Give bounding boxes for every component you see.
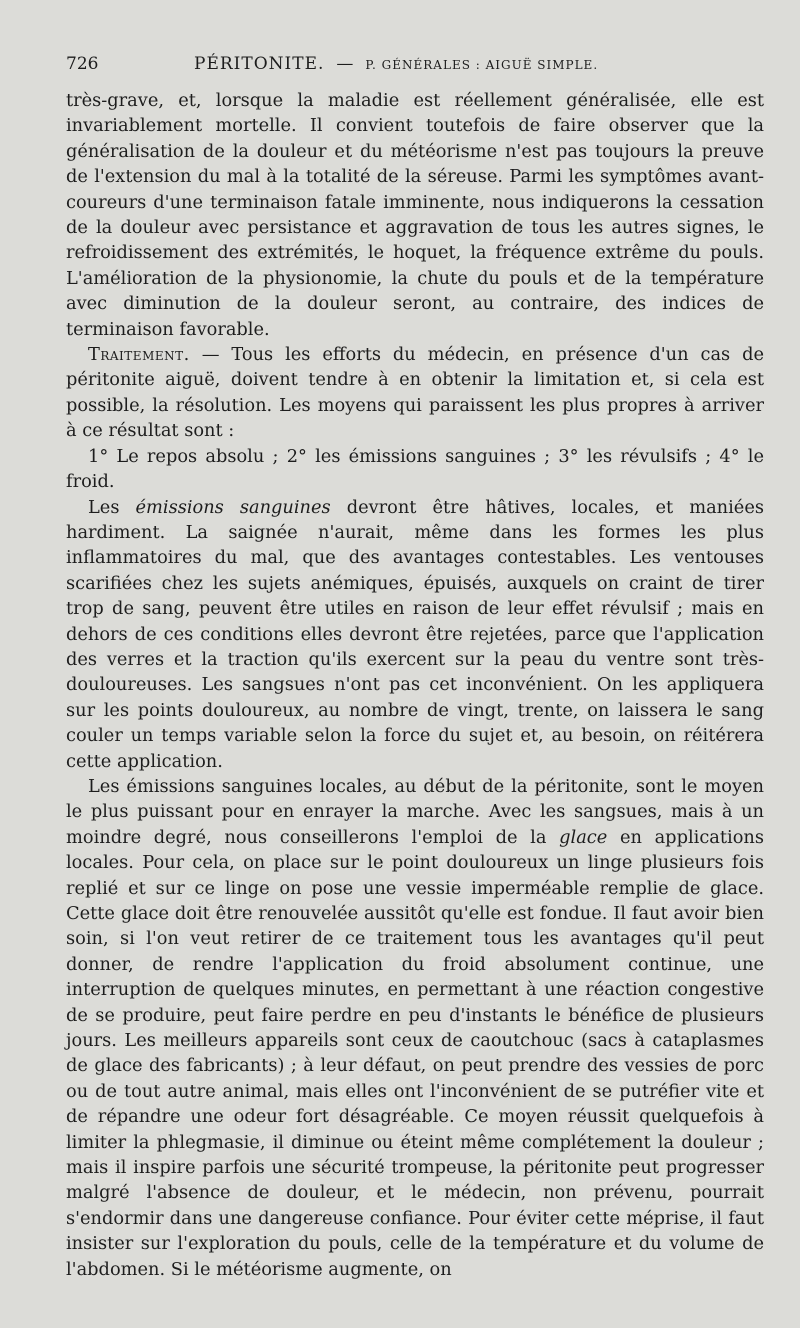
paragraph-1: très-grave, et, lorsque la maladie est réellement généralisée, elle est invariablement mortelle. Il convient toutefois de faire observer que la généralisation de la douleur et du météorisme n'est pas toujours la preuve de l'extension du mal à la totalité de la séreuse. Parmi les symptômes avant-coureurs d'une terminaison fatale imminente, nous indiquerons la cessation de la douleur avec persistance et aggravation de tous les autres signes, le refroidissement des extrémités, le hoquet, la fréquence extrême du pouls. L'amélioration de la physionomie, la chute du pouls et de la température avec diminution de la douleur seront, au contraire, des indices de terminaison favorable. xyxy=(66,90,764,340)
section-heading-traitement: Traitement. xyxy=(88,344,190,366)
paragraph-traitement xyxy=(66,342,764,444)
paragraph-means-list: 1° Le repos absolu ; 2° les émissions sanguines ; 3° les révulsifs ; 4° le froid. xyxy=(66,445,764,493)
paragraph-glace xyxy=(66,774,764,1282)
header-separator: — xyxy=(336,54,354,74)
paragraph-emissions-lead: Les xyxy=(88,496,120,518)
running-header xyxy=(66,54,764,88)
paragraph-emissions-text: devront être hâtives, locales, et maniées hardiment. La saignée n'aurait, même dans les formes les plus inflammatoires du mal, que des avantages contestables. Les ventouses scarifiées chez les sujets anémiques, épuisés, auxquels on craint de tirer trop de sang, peuvent être utiles en raison de leur effet révulsif ; mais en dehors de ces conditions elles devront être rejetées, parce que l'application des verres et la traction qu'ils exercent sur la peau du ventre sont très-douloureuses. Les sangsues n'ont pas cet inconvénient. On les appliquera sur les points douloureux, au nombre de vingt, trente, on laissera le sang couler un temps variable selon la force du sujet et, au besoin, on réitérera cette application. xyxy=(66,496,764,772)
paragraph-glace-text: en applications locales. Pour cela, on place sur le point douloureux un linge plusieurs fois replié et sur ce linge on pose une vessie imperméable remplie de glace. Cette glace doit être renouvelée aussitôt qu'elle est fondue. Il faut avoir bien soin, si l'on veut retirer de ce traitement tous les avantages qu'il peut donner, de rendre l'application du froid absolument continue, une interruption de quelques minutes, en permettant à une réaction congestive de se produire, peut faire perdre en peu d'instants le bénéfice de plusieurs jours. Les meilleurs appareils sont ceux de caoutchouc (sacs à cataplasmes de glace des fabricants) ; à leur défaut, on peut prendre des vessies de porc ou de tout autre animal, mais elles ont l'inconvénient de se putréfier vite et de répandre une odeur fort désagréable. Ce moyen réussit quelquefois à limiter la phlegmasie, il diminue ou éteint même complétement la douleur ; mais il inspire parfois une sécurité trompeuse, la péritonite peut progresser malgré l'absence de douleur, et le médecin, non prévenu, pourrait s'endormir dans une dangereuse confiance. Pour éviter cette méprise, il faut insister sur l'exploration du pouls, celle de la température et du volume de l'abdomen. Si le météorisme augmente, on xyxy=(66,826,764,1280)
paragraph-traitement-text: — Tous les efforts du médecin, en présence d'un cas de péritonite aiguë, doivent tendre à en obtenir la limitation et, si cela est possible, la résolution. Les moyens qui paraissent les plus propres à arriver à ce résultat sont : xyxy=(66,344,764,442)
header-subtitle: P. GÉNÉRALES : AIGUË SIMPLE. xyxy=(365,58,599,72)
page-number: 726 xyxy=(66,54,99,74)
body-text xyxy=(66,88,764,1282)
header-title: PÉRITONITE. xyxy=(194,54,325,74)
emphasis-emissions-sanguines: émissions sanguines xyxy=(135,496,331,518)
paragraph-emissions xyxy=(66,495,764,774)
emphasis-glace: glace xyxy=(559,826,608,848)
paragraph-glace-lead: Les émissions sanguines locales, au début de la péritonite, sont le moyen le plus puissant pour en enrayer la marche. Avec les sangsues, mais à un moindre degré, nous conseillerons l'emploi de la xyxy=(66,775,764,848)
